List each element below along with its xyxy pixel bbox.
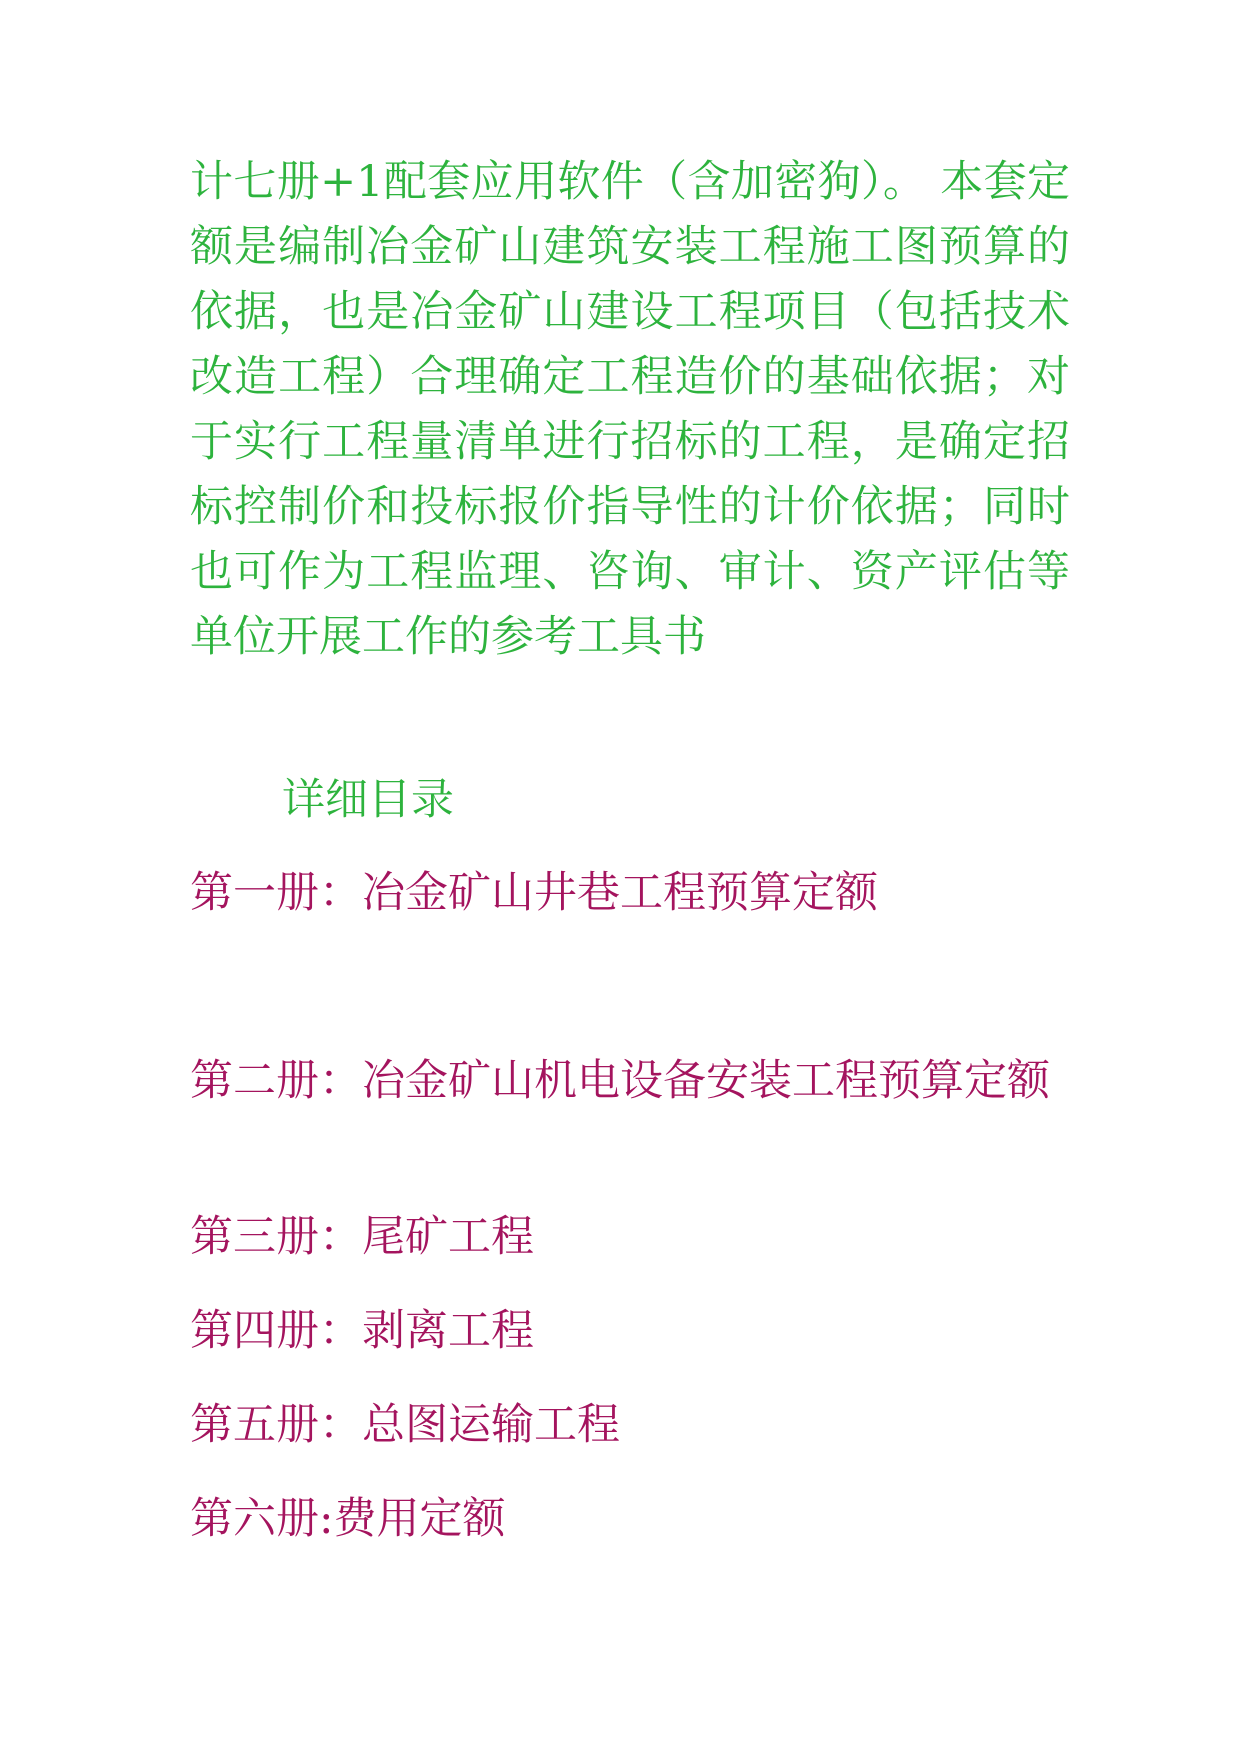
volume-title-3: 第三册：尾矿工程 [190,1212,534,1262]
volume-title-4: 第四册：剥离工程 [190,1306,534,1356]
toc-heading: 详细目录 [282,775,454,825]
intro-paragraph: 计七册+1配套应用软件（含加密狗）。 本套定额是编制冶金矿山建筑安装工程施工图预算的依据，也是冶金矿山建设工程项目（包括技术改造工程）合理确定工程造价的基础依据；对于实行工程量清单进行招标的工程，是确定招标控制价和投标报价指导性的计价依据；同时也可作为工程监理、咨询、审计、资产评估等单位开展工作的参考工具书 [190,157,1070,662]
volume-title-6: 第六册:费用定额 [190,1494,506,1544]
volume-title-1: 第一册：冶金矿山井巷工程预算定额 [190,868,878,918]
volume-title-2: 第二册：冶金矿山机电设备安装工程预算定额 [190,1056,1050,1106]
volume-title-5: 第五册：总图运输工程 [190,1400,620,1450]
